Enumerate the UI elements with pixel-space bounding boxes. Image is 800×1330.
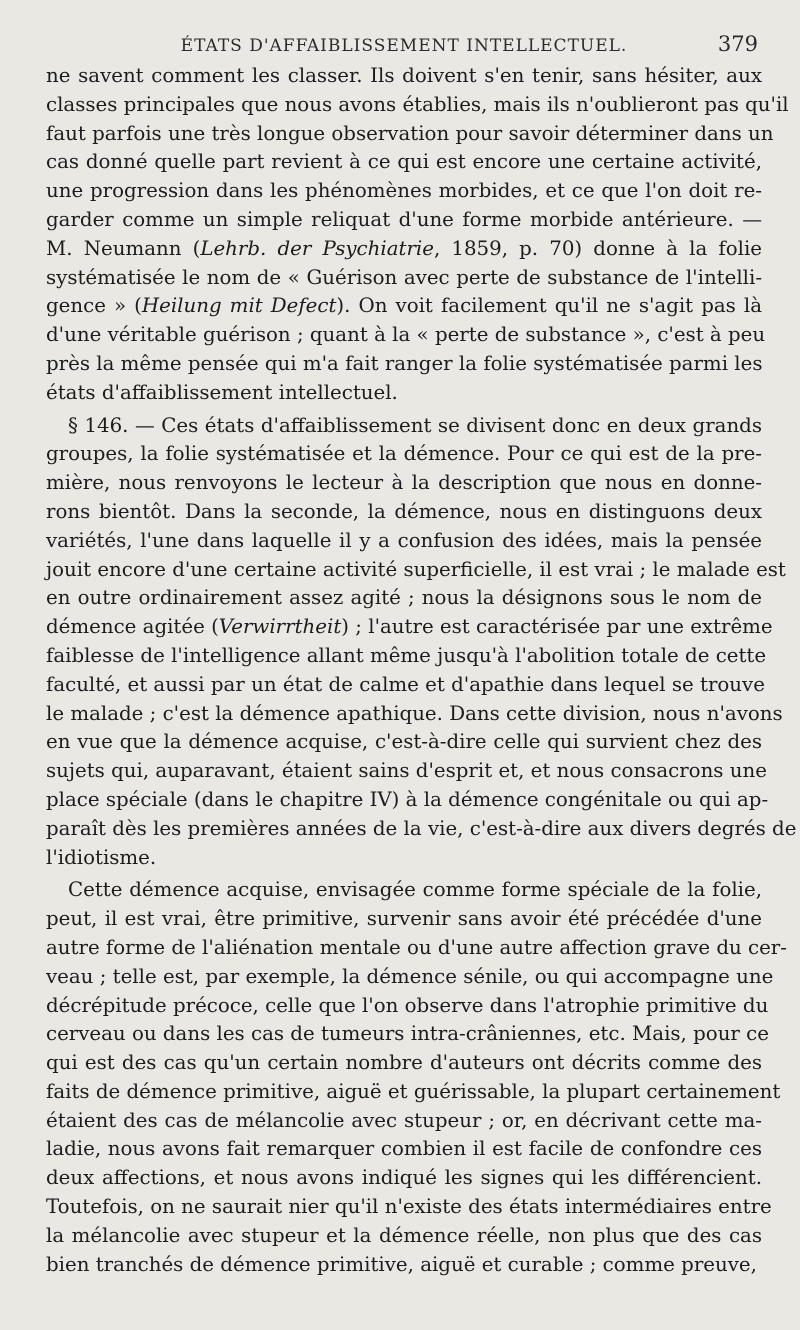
paragraph [46, 62, 789, 408]
text-line: gence » (Heilung mit Defect). On voit facilement qu'il ne s'agit pas là [46, 294, 763, 318]
text-line: faiblesse de l'intelligence allant même jusqu'à l'abolition totale de cette [46, 643, 767, 667]
text-line: ladie, nous avons fait remarquer combien il est facile de confondre ces [46, 1137, 762, 1161]
text-line: d'une véritable guérison ; quant à la « perte de substance », c'est à peu [46, 323, 766, 347]
text-line: groupes, la folie systématisée et la démence. Pour ce qui est de la pre- [46, 442, 762, 466]
text-line: jouit encore d'une certaine activité superficielle, il est vrai ; le malade est [46, 557, 786, 581]
text-line: étaient des cas de mélancolie avec stupeur ; or, en décrivant cette ma- [46, 1108, 762, 1132]
running-title: ÉTATS D'AFFAIBLISSEMENT INTELLECTUEL. [180, 36, 628, 56]
text-line: en outre ordinairement assez agité ; nous la désignons sous le nom de [46, 586, 762, 610]
text-line: faits de démence primitive, aiguë et guérissable, la plupart certainement [46, 1079, 781, 1103]
text-line: variétés, l'une dans laquelle il y a confusion des idées, mais la pensée [46, 528, 762, 552]
text-line: rons bientôt. Dans la seconde, la démence, nous en distinguons deux [46, 499, 762, 523]
text-line: Toutefois, on ne saurait nier qu'il n'existe des états intermédiaires entre [46, 1195, 772, 1219]
paragraph [46, 412, 797, 873]
text-line: en vue que la démence acquise, c'est-à-dire celle qui survient chez des [46, 730, 762, 754]
text-line: cerveau ou dans les cas de tumeurs intra-crâniennes, etc. Mais, pour ce [46, 1022, 769, 1046]
body-text [46, 62, 797, 1279]
text-line: faut parfois une très longue observation pour savoir déterminer dans un [46, 121, 774, 145]
text-line: paraît dès les premières années de la vie, c'est-à-dire aux divers degrés de [46, 816, 797, 840]
text-line: mière, nous renvoyons le lecteur à la description que nous en donne- [46, 471, 762, 495]
text-line: l'idiotisme. [46, 845, 157, 869]
text-line: M. Neumann (Lehrb. der Psychiatrie, 1859, p. 70) donne à la folie [46, 236, 762, 260]
text-line: deux affections, et nous avons indiqué les signes qui les différencient. [46, 1166, 762, 1190]
text-line: garder comme un simple reliquat d'une forme morbide antérieure. — [46, 207, 762, 231]
page-number: 379 [717, 32, 758, 56]
page-header [46, 30, 762, 62]
text-line: systématisée le nom de « Guérison avec perte de substance de l'intelli- [46, 265, 762, 289]
text-line: bien tranchés de démence primitive, aiguë et curable ; comme preuve, [46, 1252, 757, 1276]
text-line: cas donné quelle part revient à ce qui est encore une certaine activité, [46, 150, 762, 174]
text-line: classes principales que nous avons établies, mais ils n'oublieront pas qu'il [46, 92, 789, 116]
text-line: sujets qui, auparavant, étaient sains d'esprit et, et nous consacrons une [46, 759, 767, 783]
text-line: une progression dans les phénomènes morbides, et ce que l'on doit re- [46, 179, 762, 203]
text-line: états d'affaiblissement intellectuel. [46, 380, 398, 404]
text-line: place spéciale (dans le chapitre IV) à la démence congénitale ou qui ap- [46, 787, 769, 811]
text-line: autre forme de l'aliénation mentale ou d'une autre affection grave du cer- [46, 935, 787, 959]
text-line: veau ; telle est, par exemple, la démence sénile, ou qui accompagne une [46, 964, 774, 988]
text-line: peut, il est vrai, être primitive, survenir sans avoir été précédée d'une [46, 907, 762, 931]
text-line: la mélancolie avec stupeur et la démence réelle, non plus que des cas [46, 1223, 762, 1247]
text-line: faculté, et aussi par un état de calme et d'apathie dans lequel se trouve [46, 672, 765, 696]
paragraph [46, 876, 787, 1279]
text-line: Cette démence acquise, envisagée comme forme spéciale de la folie, [68, 878, 762, 902]
text-line: § 146. — Ces états d'affaiblissement se divisent donc en deux grands [68, 413, 762, 437]
text-line: près la même pensée qui m'a fait ranger la folie systématisée parmi les [46, 351, 763, 375]
text-line: démence agitée (Verwirrtheit) ; l'autre est caractérisée par une extrême [46, 615, 773, 639]
text-line: ne savent comment les classer. Ils doivent s'en tenir, sans hésiter, aux [46, 64, 762, 87]
text-line: le malade ; c'est la démence apathique. Dans cette division, nous n'avons [46, 701, 783, 725]
text-line: décrépitude précoce, celle que l'on observe dans l'atrophie primitive du [46, 993, 769, 1017]
text-line: qui est des cas qu'un certain nombre d'auteurs ont décrits comme des [46, 1051, 762, 1075]
